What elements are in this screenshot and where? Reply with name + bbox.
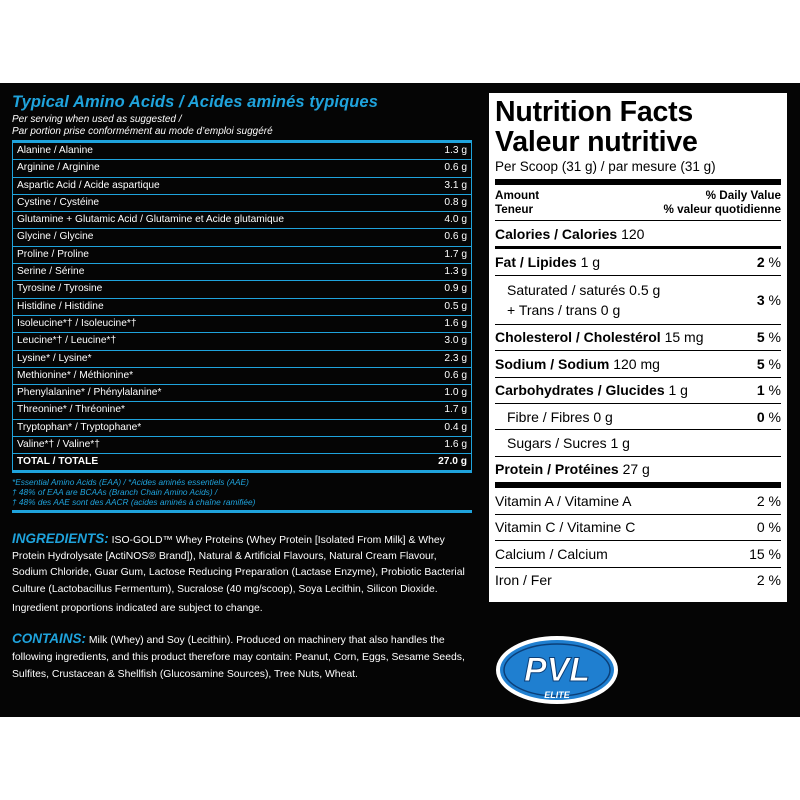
amino-name: Cystine / Cystéine: [17, 196, 100, 208]
saturated-dv: 3: [756, 291, 765, 308]
amino-title: Typical Amino Acids / Acides aminés typiques: [12, 93, 378, 111]
sodium-value: 120 mg: [613, 355, 660, 372]
amino-value: 0.6 g: [444, 162, 467, 174]
ingredient-change-note: Ingredient proportions indicated are subject to change.: [12, 603, 263, 614]
protein-label: Protein / Protéines: [495, 461, 619, 478]
amino-footnote: † 48% des AAE sont des AACR (acides aminés à chaîne ramifiée): [12, 497, 256, 508]
vitamin-c-dv: 0 %: [756, 519, 781, 536]
fibre-dv-unit: %: [768, 408, 781, 425]
vitamin-a-label: Vitamin A / Vitamine A: [495, 492, 632, 509]
contains-label: CONTAINS:: [12, 631, 86, 646]
fat-value: 1 g: [580, 254, 601, 271]
amino-value: 0.6 g: [444, 369, 467, 381]
fibre-dv: 0: [756, 408, 765, 425]
nutrition-facts-table: [489, 93, 787, 602]
sodium-dv: 5: [756, 355, 765, 372]
amino-name: Valine*† / Valine*†: [17, 439, 100, 451]
amino-name: Arginine / Arginine: [17, 162, 100, 174]
amino-name: Threonine* / Thréonine*: [17, 404, 125, 416]
amino-row: [13, 420, 471, 437]
amino-row: [13, 385, 471, 402]
logo-sub: ELITE: [544, 690, 570, 700]
amino-total-label: TOTAL / TOTALE: [17, 456, 99, 468]
saturated-trans-row: [495, 276, 781, 325]
amino-subtitle-fr: Par portion prise conformément au mode d’emploi suggéré: [12, 125, 273, 137]
amino-value: 0.8 g: [444, 196, 467, 208]
calcium-row: [495, 541, 781, 568]
calcium-dv: 15 %: [749, 545, 781, 562]
amino-row: [13, 333, 471, 350]
amino-value: 3.0 g: [444, 335, 467, 347]
carbs-dv: 1: [756, 382, 765, 399]
cholesterol-dv-unit: %: [768, 329, 781, 346]
vitamin-c-label: Vitamin C / Vitamine C: [495, 519, 636, 536]
protein-row: [495, 457, 781, 488]
amino-value: 0.4 g: [444, 421, 467, 433]
cholesterol-value: 15 mg: [664, 329, 704, 346]
amino-row: [13, 351, 471, 368]
amino-name: Glutamine + Glutamic Acid / Glutamine et Acide glutamique: [17, 214, 284, 226]
sugars-value: 1 g: [610, 435, 630, 452]
amino-row: [13, 402, 471, 419]
amino-value: 1.7 g: [444, 248, 467, 260]
amino-value: 3.1 g: [444, 179, 467, 191]
fibre-label: Fibre / Fibres: [507, 408, 590, 425]
sodium-dv-unit: %: [768, 355, 781, 372]
amino-value: 1.6 g: [444, 439, 467, 451]
amino-rows: [12, 143, 472, 473]
amino-total-value: 27.0 g: [438, 456, 467, 468]
contains-text: Milk (Whey) and Soy (Lecithin). Produced on machinery that also handles the following ingredients, and this product therefore may contain: Peanut, Corn, Eggs, Sesame Seeds, Sulfites, Crustacean & Shellfish (Glucosamine Sources), Tree Nuts, Wheat.: [12, 635, 465, 680]
amino-row: [13, 281, 471, 298]
carbohydrates-row: [495, 378, 781, 404]
amino-row: [13, 264, 471, 281]
amount-label-en: Amount: [495, 189, 540, 202]
amino-name: Tyrosine / Tyrosine: [17, 283, 103, 295]
amino-name: Histidine / Histidine: [17, 300, 104, 312]
cholesterol-row: [495, 325, 781, 351]
amino-acid-table: [12, 93, 472, 513]
sugars-row: [495, 430, 781, 456]
amino-name: Proline / Proline: [17, 248, 89, 260]
saturated-line: Saturated / saturés 0.5 g: [507, 281, 661, 298]
amino-footnote: † 48% of EAA are BCAAs (Branch Chain Amino Acids) /: [12, 487, 218, 498]
amino-footnotes: [12, 477, 472, 507]
serving-size: Per Scoop (31 g) / par mesure (31 g): [495, 159, 781, 185]
contains-block: [12, 630, 474, 683]
amino-value: 1.7 g: [444, 404, 467, 416]
nutrition-title-fr: Valeur nutritive: [495, 126, 698, 158]
amino-name: Tryptophan* / Tryptophane*: [17, 421, 142, 433]
cholesterol-dv: 5: [756, 329, 765, 346]
amino-name: Alanine / Alanine: [17, 145, 93, 156]
amino-value: 4.0 g: [444, 214, 467, 226]
ingredients-block: [12, 531, 474, 598]
carbs-label: Carbohydrates / Glucides: [495, 382, 665, 399]
logo-letters: PVL: [523, 651, 591, 689]
amino-subtitle-en: Per serving when used as suggested /: [12, 114, 182, 125]
amino-value: 0.9 g: [444, 283, 467, 295]
saturated-dv-unit: %: [768, 291, 781, 308]
daily-value-label-fr: % valeur quotidienne: [663, 203, 781, 216]
amino-row: [13, 229, 471, 246]
amino-name: Lysine* / Lysine*: [17, 352, 92, 364]
iron-row: [495, 568, 781, 594]
amino-name: Phenylalanine* / Phénylalanine*: [17, 387, 162, 399]
amino-row: [13, 160, 471, 177]
amino-value: 1.0 g: [444, 387, 467, 399]
amino-row: [13, 437, 471, 454]
amino-name: Isoleucine*† / Isoleucine*†: [17, 317, 137, 329]
cholesterol-label: Cholesterol / Cholestérol: [495, 329, 661, 346]
amino-name: Aspartic Acid / Acide aspartique: [17, 179, 160, 191]
calcium-label: Calcium / Calcium: [495, 545, 608, 562]
amino-row: [13, 178, 471, 195]
amount-label-fr: Teneur: [495, 203, 534, 216]
amino-total-row: [13, 454, 471, 473]
sodium-label: Sodium / Sodium: [495, 355, 610, 372]
amino-row: [13, 247, 471, 264]
amino-value: 0.6 g: [444, 231, 467, 243]
fibre-value: 0 g: [593, 408, 613, 425]
ingredients-text: ISO-GOLD™ Whey Proteins (Whey Protein [Isolated From Milk] & Whey Protein Hydrolysate [ActiNOS® Brand]), Natural & Artificial Flavours, Natural Cream Flavour, Sodium Chloride, Guar Gum, Lactose Reducing Preparation (Lactase Enzyme), Probiotic Bacterial Culture (Lactobacillus Fermentum), Sucralose (40 mg/scoop), Soya Lecithin, Silicon Dioxide.: [12, 535, 465, 595]
vitamin-a-row: [495, 488, 781, 515]
amino-row: [13, 299, 471, 316]
amino-row: [13, 212, 471, 229]
calories-value: 120: [621, 225, 645, 242]
carbs-value: 1 g: [668, 382, 688, 399]
amino-name: Leucine*† / Leucine*†: [17, 335, 117, 347]
amino-footnote: *Essential Amino Acids (EAA) / *Acides aminés essentiels (AAE): [12, 477, 249, 488]
amino-row: [13, 143, 471, 160]
amino-name: Methionine* / Méthionine*: [17, 369, 134, 381]
pvl-elite-logo: [496, 636, 618, 706]
fat-label: Fat / Lipides: [495, 254, 577, 271]
amino-row: [13, 368, 471, 385]
amino-name: Serine / Sérine: [17, 266, 85, 278]
sugars-label: Sugars / Sucres: [507, 435, 607, 452]
amino-value: 1.6 g: [444, 317, 467, 329]
fibre-row: [495, 404, 781, 430]
amino-value: 2.3 g: [444, 352, 467, 364]
protein-value: 27 g: [622, 461, 650, 478]
amino-name: Glycine / Glycine: [17, 231, 94, 243]
amino-row: [13, 195, 471, 212]
iron-label: Iron / Fer: [495, 572, 552, 589]
nutrition-title-en: Nutrition Facts: [495, 96, 694, 128]
amino-value: 0.5 g: [444, 300, 467, 312]
amino-value: 1.3 g: [444, 145, 467, 156]
calories-row: [495, 221, 781, 249]
ingredients-label: INGREDIENTS:: [12, 531, 109, 546]
amino-row: [13, 316, 471, 333]
amino-bottom-rule: [12, 510, 472, 513]
vitamin-c-row: [495, 515, 781, 542]
fat-dv-unit: %: [768, 254, 781, 271]
fat-dv: 2: [756, 254, 765, 271]
vitamin-a-dv: 2 %: [756, 492, 781, 509]
trans-line: + Trans / trans 0 g: [507, 301, 621, 318]
label-panel: [0, 83, 800, 717]
carbs-dv-unit: %: [768, 382, 781, 399]
daily-value-label-en: % Daily Value: [705, 189, 781, 202]
sodium-row: [495, 351, 781, 377]
fat-row: [495, 249, 781, 275]
calories-label: Calories / Calories: [495, 225, 618, 242]
iron-dv: 2 %: [756, 572, 781, 589]
nutrition-header: [495, 185, 781, 221]
amino-value: 1.3 g: [444, 266, 467, 278]
